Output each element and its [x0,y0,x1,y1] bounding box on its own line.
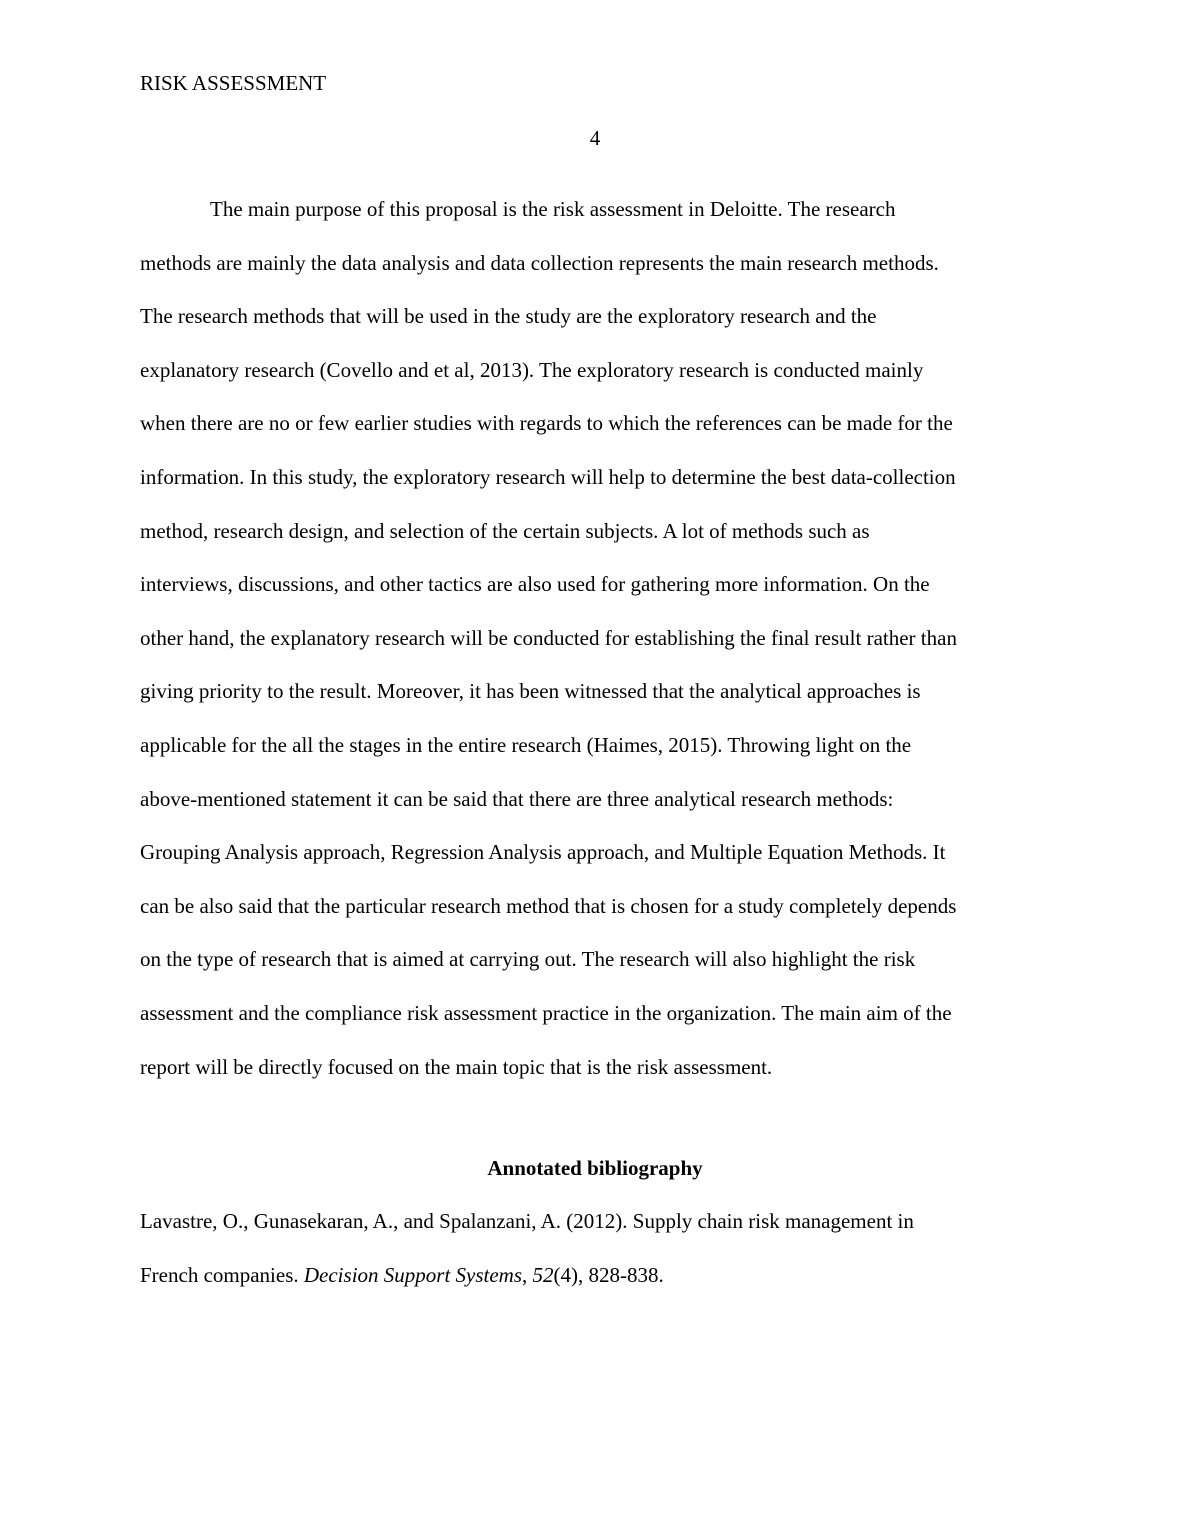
journal-title: Decision Support Systems [303,1262,523,1287]
issue-pages: (4), 828-838. [553,1262,664,1287]
paragraph-line: methods are mainly the data analysis and data collection represents the main research methods. [140,250,939,275]
paragraph-line: The research methods that will be used in the study are the exploratory research and the [140,304,877,329]
paragraph-line: interviews, discussions, and other tactics are also used for gathering more information. On the [140,572,930,597]
paragraph-line: The main purpose of this proposal is the risk assessment in Deloitte. The research [210,197,896,221]
separator: , [522,1262,533,1287]
paragraph-line: explanatory research (Covello and et al, 2013). The exploratory research is conducted mainly [140,357,924,382]
reference-line [140,1249,914,1303]
paragraph-line: Grouping Analysis approach, Regression Analysis approach, and Multiple Equation Methods. It [140,840,946,865]
bibliography-entry [140,1195,914,1302]
paragraph-line: above-mentioned statement it can be said that there are three analytical research methods: [140,786,894,811]
paragraph-line: when there are no or few earlier studies with regards to which the references can be made for the [140,411,953,436]
paragraph-line: other hand, the explanatory research will be conducted for establishing the final result rather than [140,625,957,650]
reference-line: Lavastre, O., Gunasekaran, A., and Spalanzani, A. (2012). Supply chain risk management in [140,1209,914,1233]
paragraph-line: can be also said that the particular research method that is chosen for a study completely depends [140,893,957,918]
paragraph-line: information. In this study, the exploratory research will help to determine the best data-collection [140,464,956,489]
paragraph-line: giving priority to the result. Moreover, it has been witnessed that the analytical approaches is [140,679,921,704]
page-number: 4 [589,126,601,150]
section-heading: Annotated bibliography [487,1156,703,1180]
paragraph-line: method, research design, and selection of the certain subjects. A lot of methods such as [140,518,870,543]
reference-text: French companies. [140,1262,304,1287]
volume: 52 [532,1262,554,1287]
paragraph-line: on the type of research that is aimed at carrying out. The research will also highlight the risk [140,947,916,972]
paragraph-line: applicable for the all the stages in the entire research (Haimes, 2015). Throwing light on the [140,732,912,757]
body-paragraph [140,183,1060,1094]
running-head: RISK ASSESSMENT [140,71,327,95]
paragraph-line: assessment and the compliance risk assessment practice in the organization. The main aim of the [140,1000,952,1025]
paragraph-line: report will be directly focused on the main topic that is the risk assessment. [140,1054,773,1079]
